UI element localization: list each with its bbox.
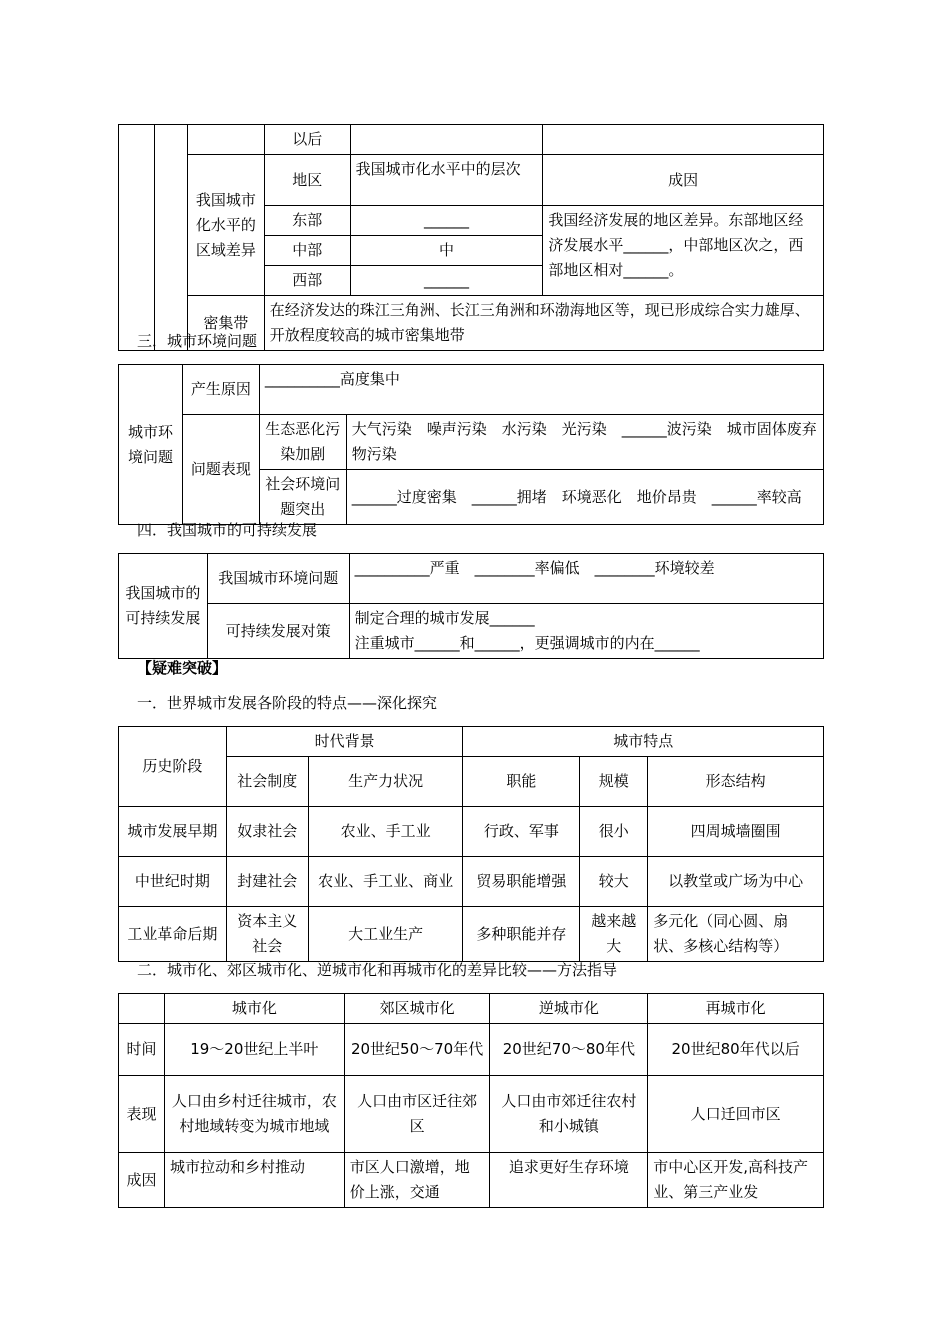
cell: 较大	[580, 857, 648, 907]
col-header: 社会制度	[226, 757, 308, 807]
section-heading-b: 二．城市化、郊区城市化、逆城市化和再城市化的差异比较——方法指导	[137, 961, 618, 979]
cell: 封建社会	[226, 857, 308, 907]
level-header: 我国城市化水平中的层次	[350, 155, 543, 206]
section-heading-3: 三．城市环境问题	[137, 332, 258, 350]
outer-blank-cell	[154, 125, 187, 351]
section-heading-a: 一．世界城市发展各阶段的特点——深化探究	[137, 694, 438, 712]
col-header: 职能	[463, 757, 580, 807]
feature-header: 城市特点	[463, 727, 824, 757]
cell: 多种职能并存	[463, 907, 580, 962]
cell: 20世纪80年代以后	[648, 1024, 824, 1076]
cell: 人口迁回市区	[648, 1076, 824, 1153]
cell: 城市发展早期	[119, 807, 227, 857]
cell: 人口由市区迁往郊区	[344, 1076, 490, 1153]
mid-level: 中	[350, 236, 543, 266]
cell: 追求更好生存环境	[490, 1153, 648, 1208]
outer-blank-cell	[119, 125, 155, 351]
cell: 市区人口激增，地价上涨，交通	[344, 1153, 490, 1208]
env-cause-label: 产生原因	[182, 365, 259, 415]
row-label: 表现	[119, 1076, 165, 1153]
blank-cell	[187, 125, 264, 155]
table-row	[119, 907, 824, 962]
env-cause-text: __________高度集中	[259, 365, 823, 415]
measure-line-1: 制定合理的城市发展______	[354, 609, 535, 627]
sustainable-development-table	[118, 553, 824, 659]
mid-label: 中部	[264, 236, 350, 266]
cell: 多元化（同心圆、扇状、多核心结构等）	[648, 907, 824, 962]
cell: 20世纪50～70年代	[344, 1024, 490, 1076]
blank-cell	[350, 125, 543, 155]
sustain-measure-text	[349, 604, 823, 659]
cell: 城市拉动和乡村推动	[164, 1153, 344, 1208]
eco-text: 大气污染 噪声污染 水污染 光污染 ______波污染 城市固体废弃物污染	[346, 415, 823, 470]
city-environment-table	[118, 364, 824, 525]
urbanization-comparison-table	[118, 993, 824, 1208]
region-header: 地区	[264, 155, 350, 206]
east-level-blank: ______	[350, 206, 543, 236]
cell: 19～20世纪上半叶	[164, 1024, 344, 1076]
sustain-problem-label: 我国城市环境问题	[207, 554, 349, 604]
col-header: 再城市化	[648, 994, 824, 1024]
social-text: ______过度密集 ______拥堵 环境恶化 地价昂贵 ______率较高	[346, 470, 823, 525]
table-row	[119, 1024, 824, 1076]
cell: 资本主义社会	[226, 907, 308, 962]
urbanization-region-table	[118, 124, 824, 351]
row-label: 时间	[119, 1024, 165, 1076]
cell: 人口由市郊迁往农村和小城镇	[490, 1076, 648, 1153]
era-header: 时代背景	[226, 727, 463, 757]
cell: 人口由乡村迁往城市，农村地域转变为城市地域	[164, 1076, 344, 1153]
row-label: 成因	[119, 1153, 165, 1208]
region-cause-text: 我国经济发展的地区差异。东部地区经济发展水平______，中部地区次之，西部地区相对______。	[543, 206, 824, 296]
cell: 四周城墙圈围	[648, 807, 824, 857]
stage-header: 历史阶段	[119, 727, 227, 807]
belt-text: 在经济发达的珠江三角洲、长江三角洲和环渤海地区等，现已形成综合实力雄厚、开放程度较高的城市密集地带	[264, 296, 823, 351]
cell: 工业革命后期	[119, 907, 227, 962]
sustain-problem-text: __________严重 ________率偏低 ________环境较差	[349, 554, 823, 604]
table-row	[119, 1076, 824, 1153]
social-label: 社会环境问题突出	[259, 470, 346, 525]
table-row	[119, 857, 824, 907]
cell: 行政、军事	[463, 807, 580, 857]
corner-cell	[119, 994, 165, 1024]
col-header: 生产力状况	[308, 757, 463, 807]
cause-header: 成因	[543, 155, 824, 206]
belt-label: 密集带	[187, 296, 264, 351]
col-header: 形态结构	[648, 757, 824, 807]
west-label: 西部	[264, 266, 350, 296]
table-row	[119, 1153, 824, 1208]
region-diff-label: 我国城市化水平的区域差异	[187, 155, 264, 296]
cell: 越来越大	[580, 907, 648, 962]
section-heading-4: 四．我国城市的可持续发展	[137, 521, 318, 539]
col-header: 郊区城市化	[344, 994, 490, 1024]
cell: 大工业生产	[308, 907, 463, 962]
sustain-measure-label: 可持续发展对策	[207, 604, 349, 659]
cell: 20世纪70～80年代	[490, 1024, 648, 1076]
cell: 农业、手工业	[308, 807, 463, 857]
cell: 很小	[580, 807, 648, 857]
west-level-blank: ______	[350, 266, 543, 296]
cell: 以教堂或广场为中心	[648, 857, 824, 907]
cell: 中世纪时期	[119, 857, 227, 907]
blank-cell	[543, 125, 824, 155]
eco-label: 生态恶化污染加剧	[259, 415, 346, 470]
cell: 农业、手工业、商业	[308, 857, 463, 907]
measure-line-2: 注重城市______和______，更强调城市的内在______	[354, 634, 700, 652]
sustain-main-label: 我国城市的可持续发展	[119, 554, 208, 659]
col-header: 规模	[580, 757, 648, 807]
breakthrough-heading: 【疑难突破】	[137, 659, 228, 677]
cell: 奴隶社会	[226, 807, 308, 857]
east-label: 东部	[264, 206, 350, 236]
cell: 市中心区开发,高科技产业、第三产业发	[648, 1153, 824, 1208]
col-header: 城市化	[164, 994, 344, 1024]
table-row	[119, 807, 824, 857]
env-main-label: 城市环境问题	[119, 365, 183, 525]
cell: 贸易职能增强	[463, 857, 580, 907]
period-cell: 以后	[264, 125, 350, 155]
env-problem-label: 问题表现	[182, 415, 259, 525]
col-header: 逆城市化	[490, 994, 648, 1024]
world-city-stages-table	[118, 726, 824, 962]
